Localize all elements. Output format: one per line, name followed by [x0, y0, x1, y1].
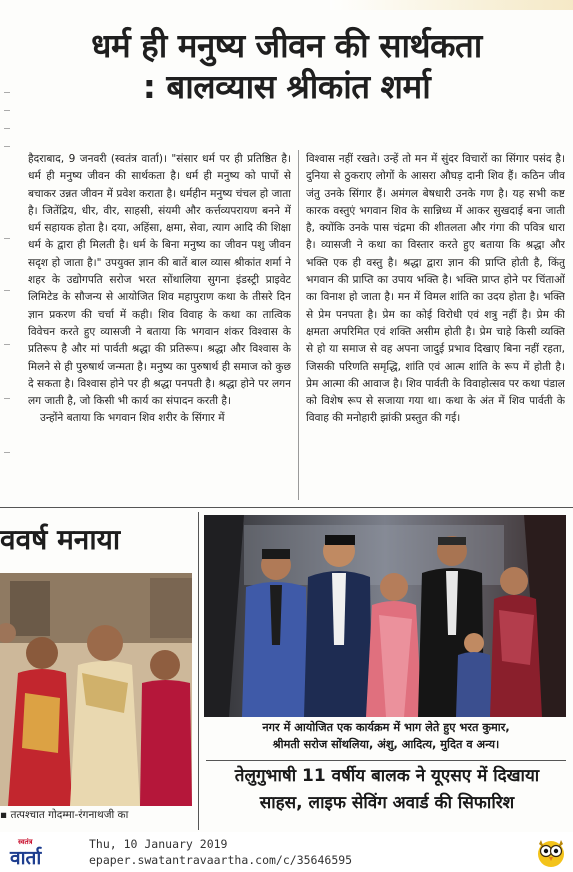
article-column-2	[306, 151, 565, 503]
caption-line-1: नगर में आयोजित एक कार्यक्रम में भाग लेते हुए भरत कुमार,	[262, 721, 510, 734]
article-headline	[0, 28, 573, 106]
left-caption-text: तत्पश्चात गोदम्मा-रंगनाथजी का	[10, 809, 129, 821]
edge-mark	[4, 344, 10, 345]
edge-mark	[4, 128, 10, 129]
vaartha-logo[interactable]	[10, 838, 70, 868]
headline-line-2: : बालव्यास श्रीकांत शर्मा	[142, 66, 431, 106]
left-story-photo	[0, 573, 192, 806]
article-paragraph: उन्होंने बताया कि भगवान शिव शरीर के सिंगार में	[40, 412, 225, 425]
edge-mark	[4, 146, 10, 147]
article-column-1	[28, 151, 291, 503]
logo-main-text: वार्ता	[10, 847, 42, 869]
left-story-caption	[0, 808, 196, 826]
edge-mark	[4, 398, 10, 399]
next-headline-line-1: तेलुगुभाषी 11 वर्षीय बालक ने यूएसए में दिखाया	[234, 766, 540, 786]
owl-icon	[535, 836, 567, 868]
logo-small-text: स्वतंत्र	[18, 838, 33, 846]
epaper-link[interactable]: epaper.swatantravaartha.com/c/35646595	[89, 853, 353, 867]
left-story-title: ववर्ष मनाया	[0, 523, 121, 554]
edge-mark	[4, 290, 10, 291]
edition-date: Thu, 10 January 2019	[89, 837, 228, 851]
section-divider	[206, 760, 566, 761]
event-group-photo	[204, 515, 566, 717]
next-story-headline	[206, 763, 568, 817]
event-photo-caption	[206, 719, 566, 753]
headline-line-1: धर्म ही मनुष्य जीवन की सार्थकता	[91, 26, 482, 65]
next-headline-line-2: साहस, लाइफ सेविंग अवार्ड की सिफारिश	[259, 793, 515, 813]
column-divider	[198, 512, 199, 830]
article-paragraph: विश्वास नहीं रखते। उन्हें तो मन में सुंदर विचारों का सिंगार पसंद है। दुनिया से ठुकराए लोगों के आसरा औघड़ दानी शिव हैं। कठिन जीव जंतु उनके सिंगार हैं। अमंगल बेषधारी उनके गण है। यह सभी कष्ट कारक वस्तुएं भगवान शिव के सान्निध्य में आकर सुखदाई बना जाती है, क्योंकि उनके पास चंद्रमा की शीतलता और गंगा की पवित्र धारा है। व्यासजी ने कथा का विस्तार करते हुए बताया कि श्रद्धा और भक्ति एक ही वस्तु है। श्रद्धा द्वारा ज्ञान की प्राप्ति होती है, किंतु भगवान की प्राप्ति का उपाय भक्ति है। भक्ति प्राप्त होने पर चिंताओं का विनाश हो जाता है। मन में विमल शांति का उदय होता है। भक्ति से प्रेम पनपता है। प्रेम का कोई विरोधी एवं शत्रु नहीं है। प्रेम की क्षमता अपरिमित एवं शक्ति असीम होती है। प्रेम चाहे किसी व्यक्ति से हो या समाज से वह अपना जादुई प्रभाव दिखाए बिना नहीं रहता, जिसकी परिणति समृद्धि, शांति एवं आत्म शांति के रूप में होती है। प्रेम आत्मा की आवाज है। शिव पार्वती के विवाहोत्सव पर कथा पंडाल को विशेष रूप से सजाया गया था। कथा के अंत में शिव पार्वती के विवाह की मनोहारी झांकी प्रस्तुत की गई।	[306, 153, 565, 425]
edge-mark	[4, 452, 10, 453]
epaper-footer	[0, 832, 573, 872]
column-divider	[298, 150, 299, 500]
edge-mark	[4, 110, 10, 111]
article-paragraph: हैदराबाद, 9 जनवरी (स्वतंत्र वार्ता)। "संसार धर्म पर ही प्रतिष्ठित है। धर्म ही मनुष्य जीवन की सार्थकता है। धर्म ही मनुष्य को पापों से बचाकर उन्नत जीवन में प्रवेश कराता है। धर्महीन मनुष्य चंचल हो जाता है। जितेंद्रिय, धीर, वीर, साहसी, संयमी और कर्त्तव्यपरायण बनने में धर्म सहायक होता है। दया, अहिंसा, क्षमा, सेवा, त्याग आदि की शिक्षा धर्म के द्वारा ही मिलती है। धर्म के बिना मनुष्य का जीवन पशु जीवन सदृश हो जाता है।" उपयुक्त ज्ञान की बातें बाल व्यास श्रीकांत शर्मा ने शहर के उद्योगपति सरोज भरत सोंथालिया सुगना इंडस्ट्री प्राइवेट लिमिटेड के सौजन्य से आयोजित शिव महापुराण कथा के तीसरे दिन ज्ञान प्रकरण की चर्चा में कही। शिव विवाह के कथा का तात्विक विवेचन करते हुए व्यासजी ने बताया कि भगवान शंकर विश्वास के प्रतिरूप है और मां पार्वती श्रद्धा की प्रतिरूप। श्रद्धा और विश्वास के मिलने से ही पुरुषार्थ जन्मता है। मनुष्य का पुरुषार्थ ही समाज को कुछ दे सकता है। विश्वास होने पर ही श्रद्धा पनपती है। श्रद्धा होने पर लगन लग जाती है, जो किसी भी कार्य का संपादन करती है।	[28, 153, 291, 408]
caption-bullet: ▪	[0, 809, 11, 821]
caption-line-2: श्रीमती सरोज सोंथलिया, अंशु, आदित्य, मुदित व अन्य।	[272, 738, 500, 751]
section-divider	[0, 507, 573, 508]
top-edge-strip	[330, 0, 573, 10]
edge-mark	[4, 238, 10, 239]
